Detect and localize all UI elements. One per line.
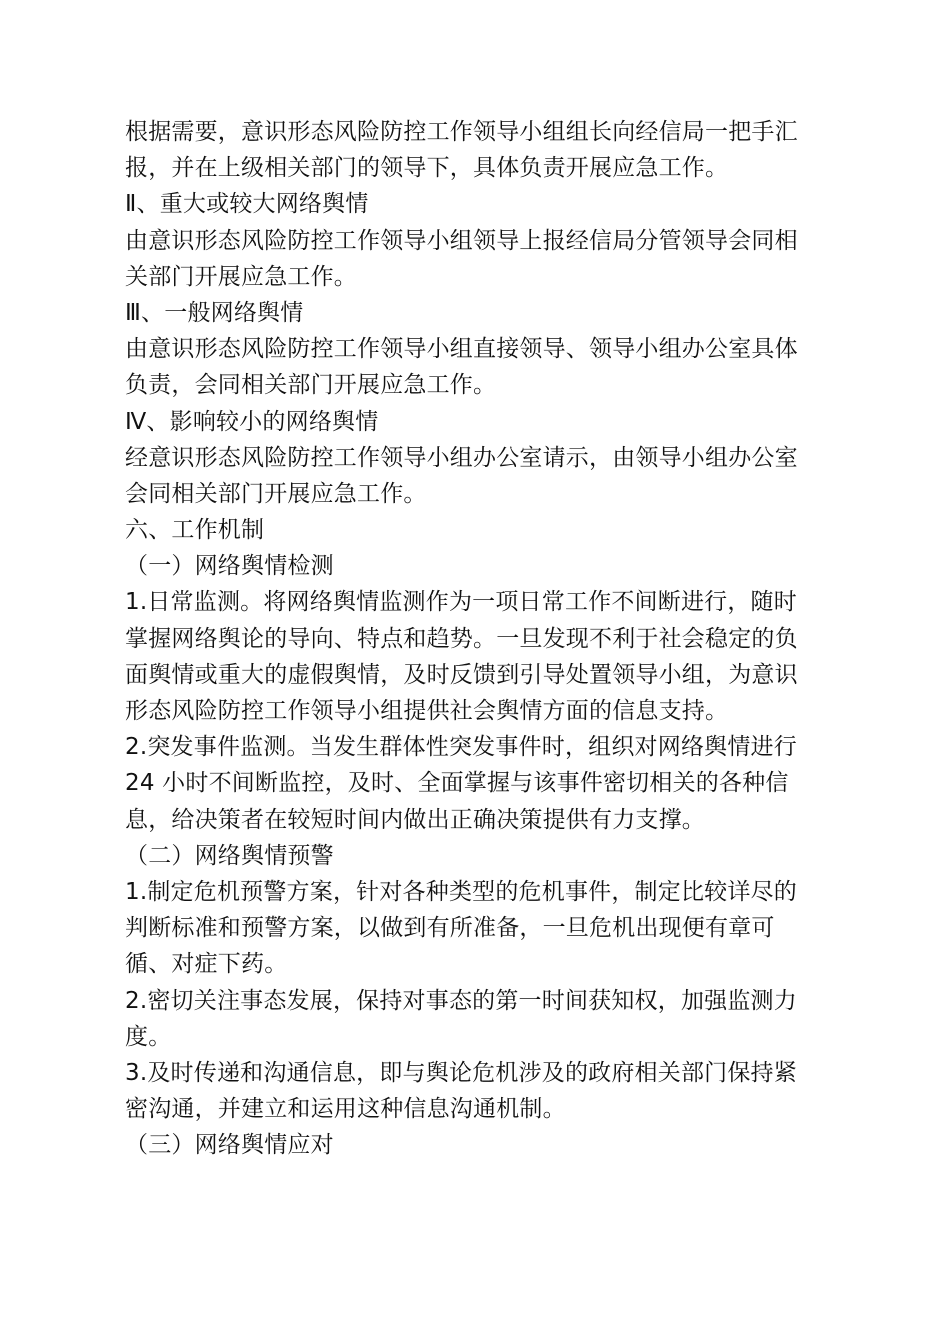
body-line: 报，并在上级相关部门的领导下，具体负责开展应急工作。 (125, 155, 729, 182)
subsection-heading: （一）网络舆情检测 (125, 553, 334, 580)
subheading: Ⅱ、重大或较大网络舆情 (125, 191, 369, 218)
body-line: 由意识形态风险防控工作领导小组领导上报经信局分管领导会同相 (125, 227, 798, 254)
body-line: 掌握网络舆论的导向、特点和趋势。一旦发现不利于社会稳定的负 (125, 625, 798, 652)
body-line: 会同相关部门开展应急工作。 (125, 480, 427, 507)
subheading: Ⅲ、一般网络舆情 (125, 299, 304, 326)
document-body (125, 114, 825, 1163)
body-line: 2.密切关注事态发展，保持对事态的第一时间获知权，加强监测力 (125, 987, 797, 1014)
body-line: 负责，会同相关部门开展应急工作。 (125, 372, 497, 399)
body-line: 形态风险防控工作领导小组提供社会舆情方面的信息支持。 (125, 698, 729, 724)
body-line: 关部门开展应急工作。 (125, 263, 357, 290)
body-line: 度。 (125, 1023, 172, 1050)
subheading: Ⅳ、影响较小的网络舆情 (125, 408, 379, 435)
subsection-heading: （三）网络舆情应对 (125, 1132, 334, 1159)
body-line: 判断标准和预警方案，以做到有所准备，一旦危机出现便有章可 (125, 915, 775, 942)
body-line: 循、对症下药。 (125, 951, 288, 978)
body-line: 经意识形态风险防控工作领导小组办公室请示，由领导小组办公室 (125, 444, 798, 471)
subsection-heading: （二）网络舆情预警 (125, 842, 334, 869)
body-line: 3.及时传递和沟通信息，即与舆论危机涉及的政府相关部门保持紧 (125, 1059, 797, 1086)
body-line: 面舆情或重大的虚假舆情，及时反馈到引导处置领导小组，为意识 (125, 661, 798, 688)
body-line: 2.突发事件监测。当发生群体性突发事件时，组织对网络舆情进行 (125, 734, 797, 761)
body-line: 根据需要，意识形态风险防控工作领导小组组长向经信局一把手汇 (125, 119, 798, 145)
body-line: 24 小时不间断监控，及时、全面掌握与该事件密切相关的各种信 (125, 770, 789, 797)
body-line: 息，给决策者在较短时间内做出正确决策提供有力支撑。 (125, 806, 705, 833)
section-heading: 六、工作机制 (125, 517, 265, 544)
body-line: 1.日常监测。将网络舆情监测作为一项日常工作不间断进行，随时 (125, 589, 797, 616)
body-line: 密沟通，并建立和运用这种信息沟通机制。 (125, 1096, 566, 1123)
body-line: 1.制定危机预警方案，针对各种类型的危机事件，制定比较详尽的 (125, 878, 797, 905)
body-line: 由意识形态风险防控工作领导小组直接领导、领导小组办公室具体 (125, 336, 798, 363)
